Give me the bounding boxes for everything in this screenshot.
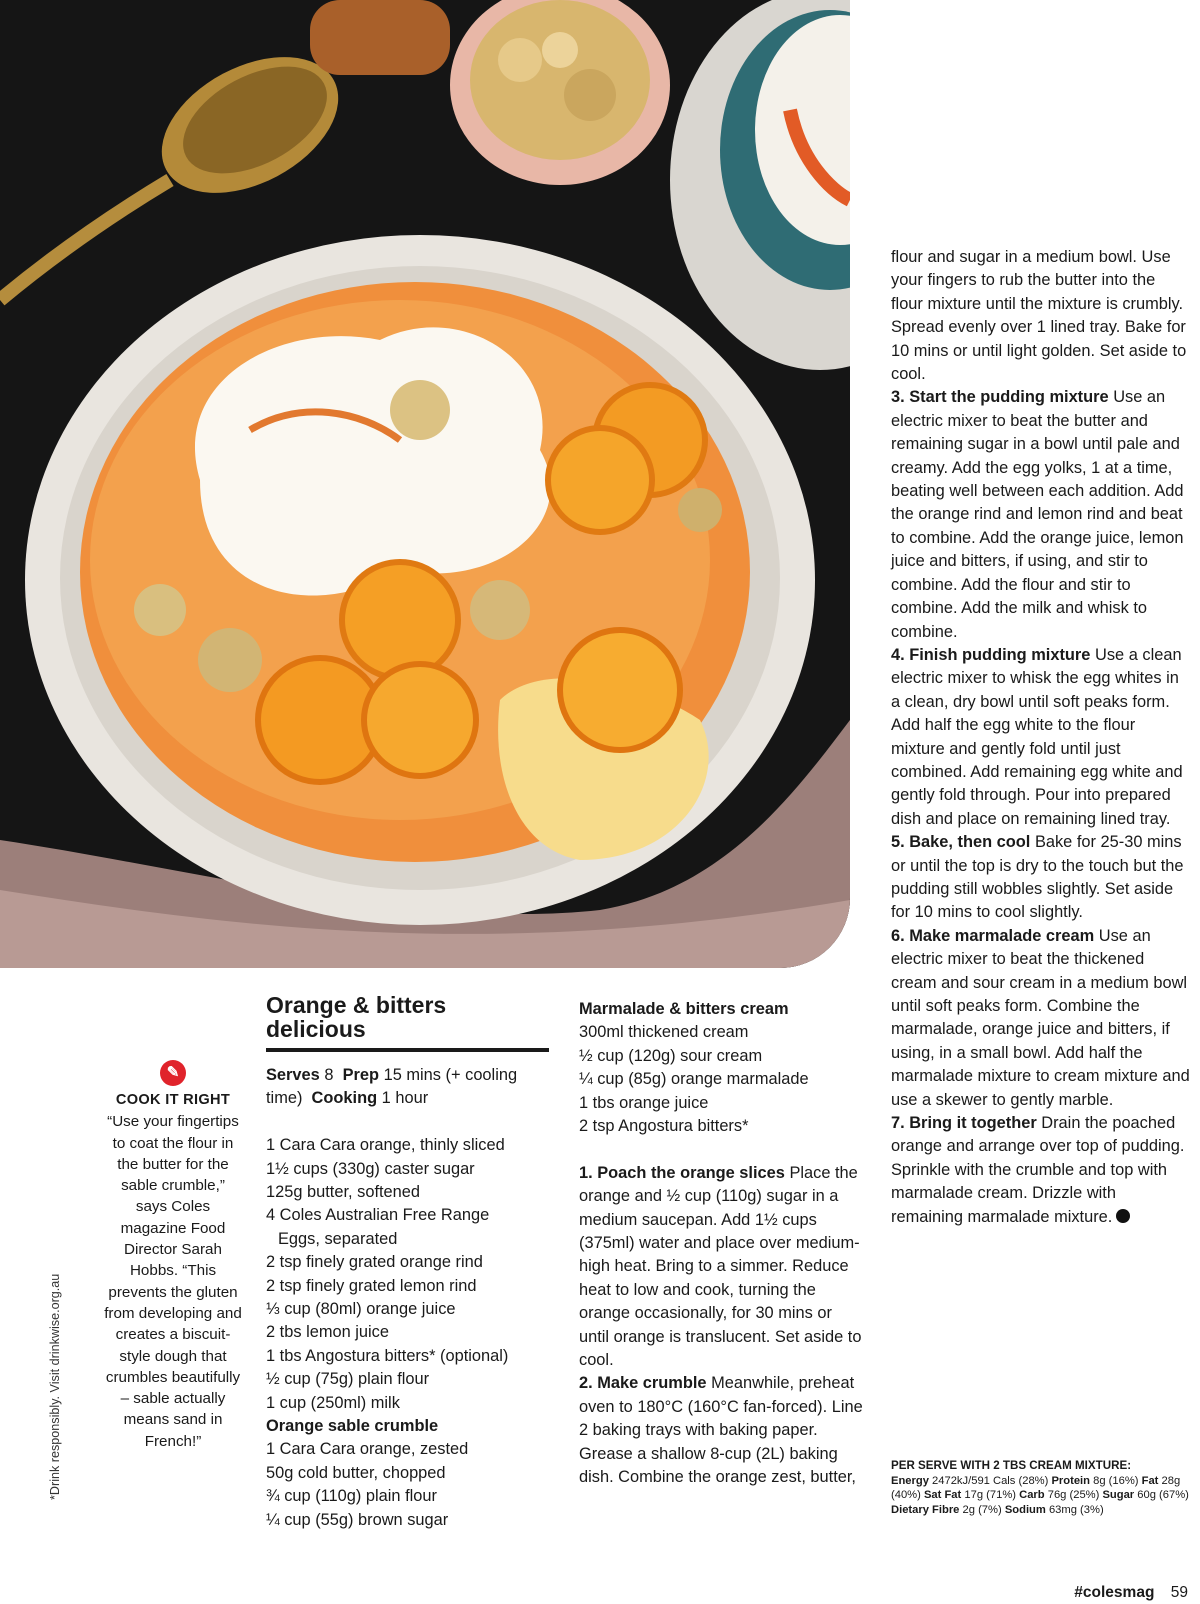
sodium-label: Sodium <box>1004 1503 1046 1516</box>
drink-responsibly-note: *Drink responsibly. Visit drinkwise.org.au <box>48 1273 62 1500</box>
recipe-column-left <box>266 993 556 1532</box>
recipe-column-middle <box>579 998 864 1490</box>
ingredient-item: 1 cup (250ml) milk <box>266 1393 400 1412</box>
method-step-2 <box>579 1372 864 1489</box>
ingredient-item: 1 tbs Angostura bitters* (optional) <box>266 1346 509 1365</box>
crumble-ingredient: 1 Cara Cara orange, zested <box>266 1440 469 1459</box>
cooking-label: Cooking <box>311 1089 378 1108</box>
method-step-3 <box>891 386 1191 643</box>
nutrition-heading: PER SERVE WITH 2 TBS CREAM MIXTURE: <box>891 1459 1132 1472</box>
ingredient-item: 4 Coles Australian Free Range <box>266 1206 490 1225</box>
step-heading: 5. Bake, then cool <box>891 833 1031 852</box>
ingredient-item: 2 tsp finely grated orange rind <box>266 1253 483 1272</box>
step-text: Use a clean electric mixer to whisk the egg whites in a clean, dry bowl until soft peaks form. Add half the egg white to the flour mixture and gently fold until just combined. Add remaining egg white and gently fold through. Pour into prepared dish and place on remaining lined tray. <box>891 645 1183 828</box>
step-heading: 2. Make crumble <box>579 1374 707 1393</box>
recipe-photo <box>0 0 850 968</box>
ingredient-item: ½ cup (75g) plain flour <box>266 1370 430 1389</box>
crumble-heading: Orange sable crumble <box>266 1417 439 1436</box>
protein-value: 8g (16%) <box>1093 1474 1139 1487</box>
step-heading: 1. Poach the orange slices <box>579 1163 785 1182</box>
step-heading: 6. Make marmalade cream <box>891 926 1095 945</box>
recipe-column-right <box>891 246 1191 1229</box>
ingredient-item: 1 Cara Cara orange, thinly sliced <box>266 1136 505 1155</box>
crumble-ingredient: ¾ cup (110g) plain flour <box>266 1487 437 1506</box>
title-divider <box>266 1048 549 1052</box>
step-text: Place the orange and ½ cup (110g) sugar in a medium saucepan. Add 1½ cups (375ml) water and place over medium-high heat. Bring to a simmer. Reduce heat to low and cook, turning the orange occasionally, for 30 mins or until orange is translucent. Set aside to cool. <box>579 1163 862 1370</box>
ingredient-item: 2 tbs lemon juice <box>266 1323 389 1342</box>
nutrition-info <box>891 1459 1191 1517</box>
ingredient-item: ⅓ cup (80ml) orange juice <box>266 1300 456 1319</box>
nutrition-values <box>891 1474 1191 1518</box>
prep-value: 15 mins (+ cooling time) <box>266 1066 518 1108</box>
sugar-label: Sugar <box>1102 1489 1135 1502</box>
serves-label: Serves <box>266 1066 320 1084</box>
pudding-photo-illustration <box>0 0 850 968</box>
cream-heading: Marmalade & bitters cream <box>579 1000 789 1018</box>
satfat-label: Sat Fat <box>923 1489 962 1502</box>
hashtag: #colesmag <box>1074 1584 1155 1601</box>
end-mark-icon <box>1116 1209 1130 1223</box>
fat-label: Fat <box>1141 1474 1159 1487</box>
sugar-value: 60g (67%) <box>1137 1489 1189 1502</box>
ingredient-item: 125g butter, softened <box>266 1183 421 1202</box>
fibre-value: 2g (7%) <box>962 1503 1002 1516</box>
fat-value: 28g (40%) <box>891 1474 1181 1502</box>
tip-body: “Use your fingertips to coat the flour in the butter for the sable crumble,” says Coles magazine Food Director Sarah Hobbs. “This prevents the gluten from developing and creates a biscuit-style dough that crumbles beautifully – sable actually means sand in French!” <box>104 1113 242 1450</box>
recipe-title-line1: Orange & bitters <box>266 992 447 1018</box>
step-text: Use an electric mixer to beat the butter and remaining sugar in a bowl until pale and creamy. Add the egg yolks, 1 at a time, beating well between each addition. Add the orange rind and lemon rind and beat to combine. Add the orange juice, lemon juice and bitters, if using, and stir to combine. Add the flour and stir to combine. Add the milk and whisk to combine. <box>891 388 1184 641</box>
sodium-value: 63mg (3%) <box>1048 1503 1104 1516</box>
method-step-2-continued: flour and sugar in a medium bowl. Use your fingers to rub the butter into the flour mixture until the mixture is crumbly. Spread evenly over 1 lined tray. Bake for 10 mins or until light golden. Set aside to cool. <box>891 248 1187 384</box>
protein-label: Protein <box>1051 1474 1090 1487</box>
carb-value: 76g (25%) <box>1047 1489 1100 1502</box>
carb-label: Carb <box>1019 1489 1045 1502</box>
cream-ingredient: ½ cup (120g) sour cream <box>579 1046 763 1065</box>
fibre-label: Dietary Fibre <box>891 1503 960 1516</box>
cooking-value: 1 hour <box>381 1089 429 1108</box>
method-step-6 <box>891 925 1191 1112</box>
tip-heading: COOK IT RIGHT <box>115 1092 231 1108</box>
page-footer <box>1074 1584 1188 1602</box>
step-heading: 3. Start the pudding mixture <box>891 388 1109 407</box>
method-step-4 <box>891 644 1191 831</box>
cream-ingredient: 2 tsp Angostura bitters* <box>579 1117 749 1136</box>
serves-value: 8 <box>324 1066 334 1084</box>
energy-value: 2472kJ/591 Cals (28%) <box>932 1474 1049 1487</box>
cream-ingredient: ¼ cup (85g) orange marmalade <box>579 1070 809 1089</box>
step-text: Bake for 25-30 mins or until the top is dry to the touch but the pudding still wobbles slightly. Set aside for 10 mins to cool slightly. <box>891 833 1184 922</box>
satfat-value: 17g (71%) <box>964 1489 1016 1502</box>
energy-label: Energy <box>891 1474 929 1487</box>
crumble-ingredient: 50g cold butter, chopped <box>266 1463 446 1482</box>
recipe-title-line2: delicious <box>266 1016 366 1042</box>
crumble-ingredient: ¼ cup (55g) brown sugar <box>266 1510 449 1529</box>
ingredient-item: 1½ cups (330g) caster sugar <box>266 1159 475 1178</box>
step-heading: 4. Finish pudding mixture <box>891 645 1091 664</box>
method-step-7 <box>891 1112 1191 1229</box>
method-step-1 <box>579 1162 864 1373</box>
cream-ingredient: 300ml thickened cream <box>579 1023 749 1042</box>
spoon-badge-icon: ✎ <box>160 1060 186 1086</box>
page-number: 59 <box>1170 1584 1188 1601</box>
step-text: Use an electric mixer to beat the thickened cream and sour cream in a medium bowl until soft peaks form. Combine the marmalade, orange juice and bitters, if using, in a small bowl. Add half the marmalade mixture to cream mixture and use a skewer to gently marble. <box>891 926 1190 1109</box>
prep-label: Prep <box>342 1066 380 1084</box>
cook-it-right-tip <box>104 1060 242 1452</box>
step-text: Meanwhile, preheat oven to 180°C (160°C fan-forced). Line 2 baking trays with baking paper. Grease a shallow 8-cup (2L) baking dish. Combine the orange zest, butter, <box>579 1374 863 1487</box>
step-heading: 7. Bring it together <box>891 1114 1037 1133</box>
cream-ingredient: 1 tbs orange juice <box>579 1093 709 1112</box>
ingredient-item: 2 tsp finely grated lemon rind <box>266 1276 477 1295</box>
step-text: Drain the poached orange and arrange over top of pudding. Sprinkle with the crumble and top with marmalade cream. Drizzle with remaining marmalade mixture. <box>891 1114 1185 1226</box>
ingredient-item: Eggs, separated <box>278 1229 398 1248</box>
recipe-meta <box>266 1064 556 1111</box>
method-step-5 <box>891 831 1191 925</box>
